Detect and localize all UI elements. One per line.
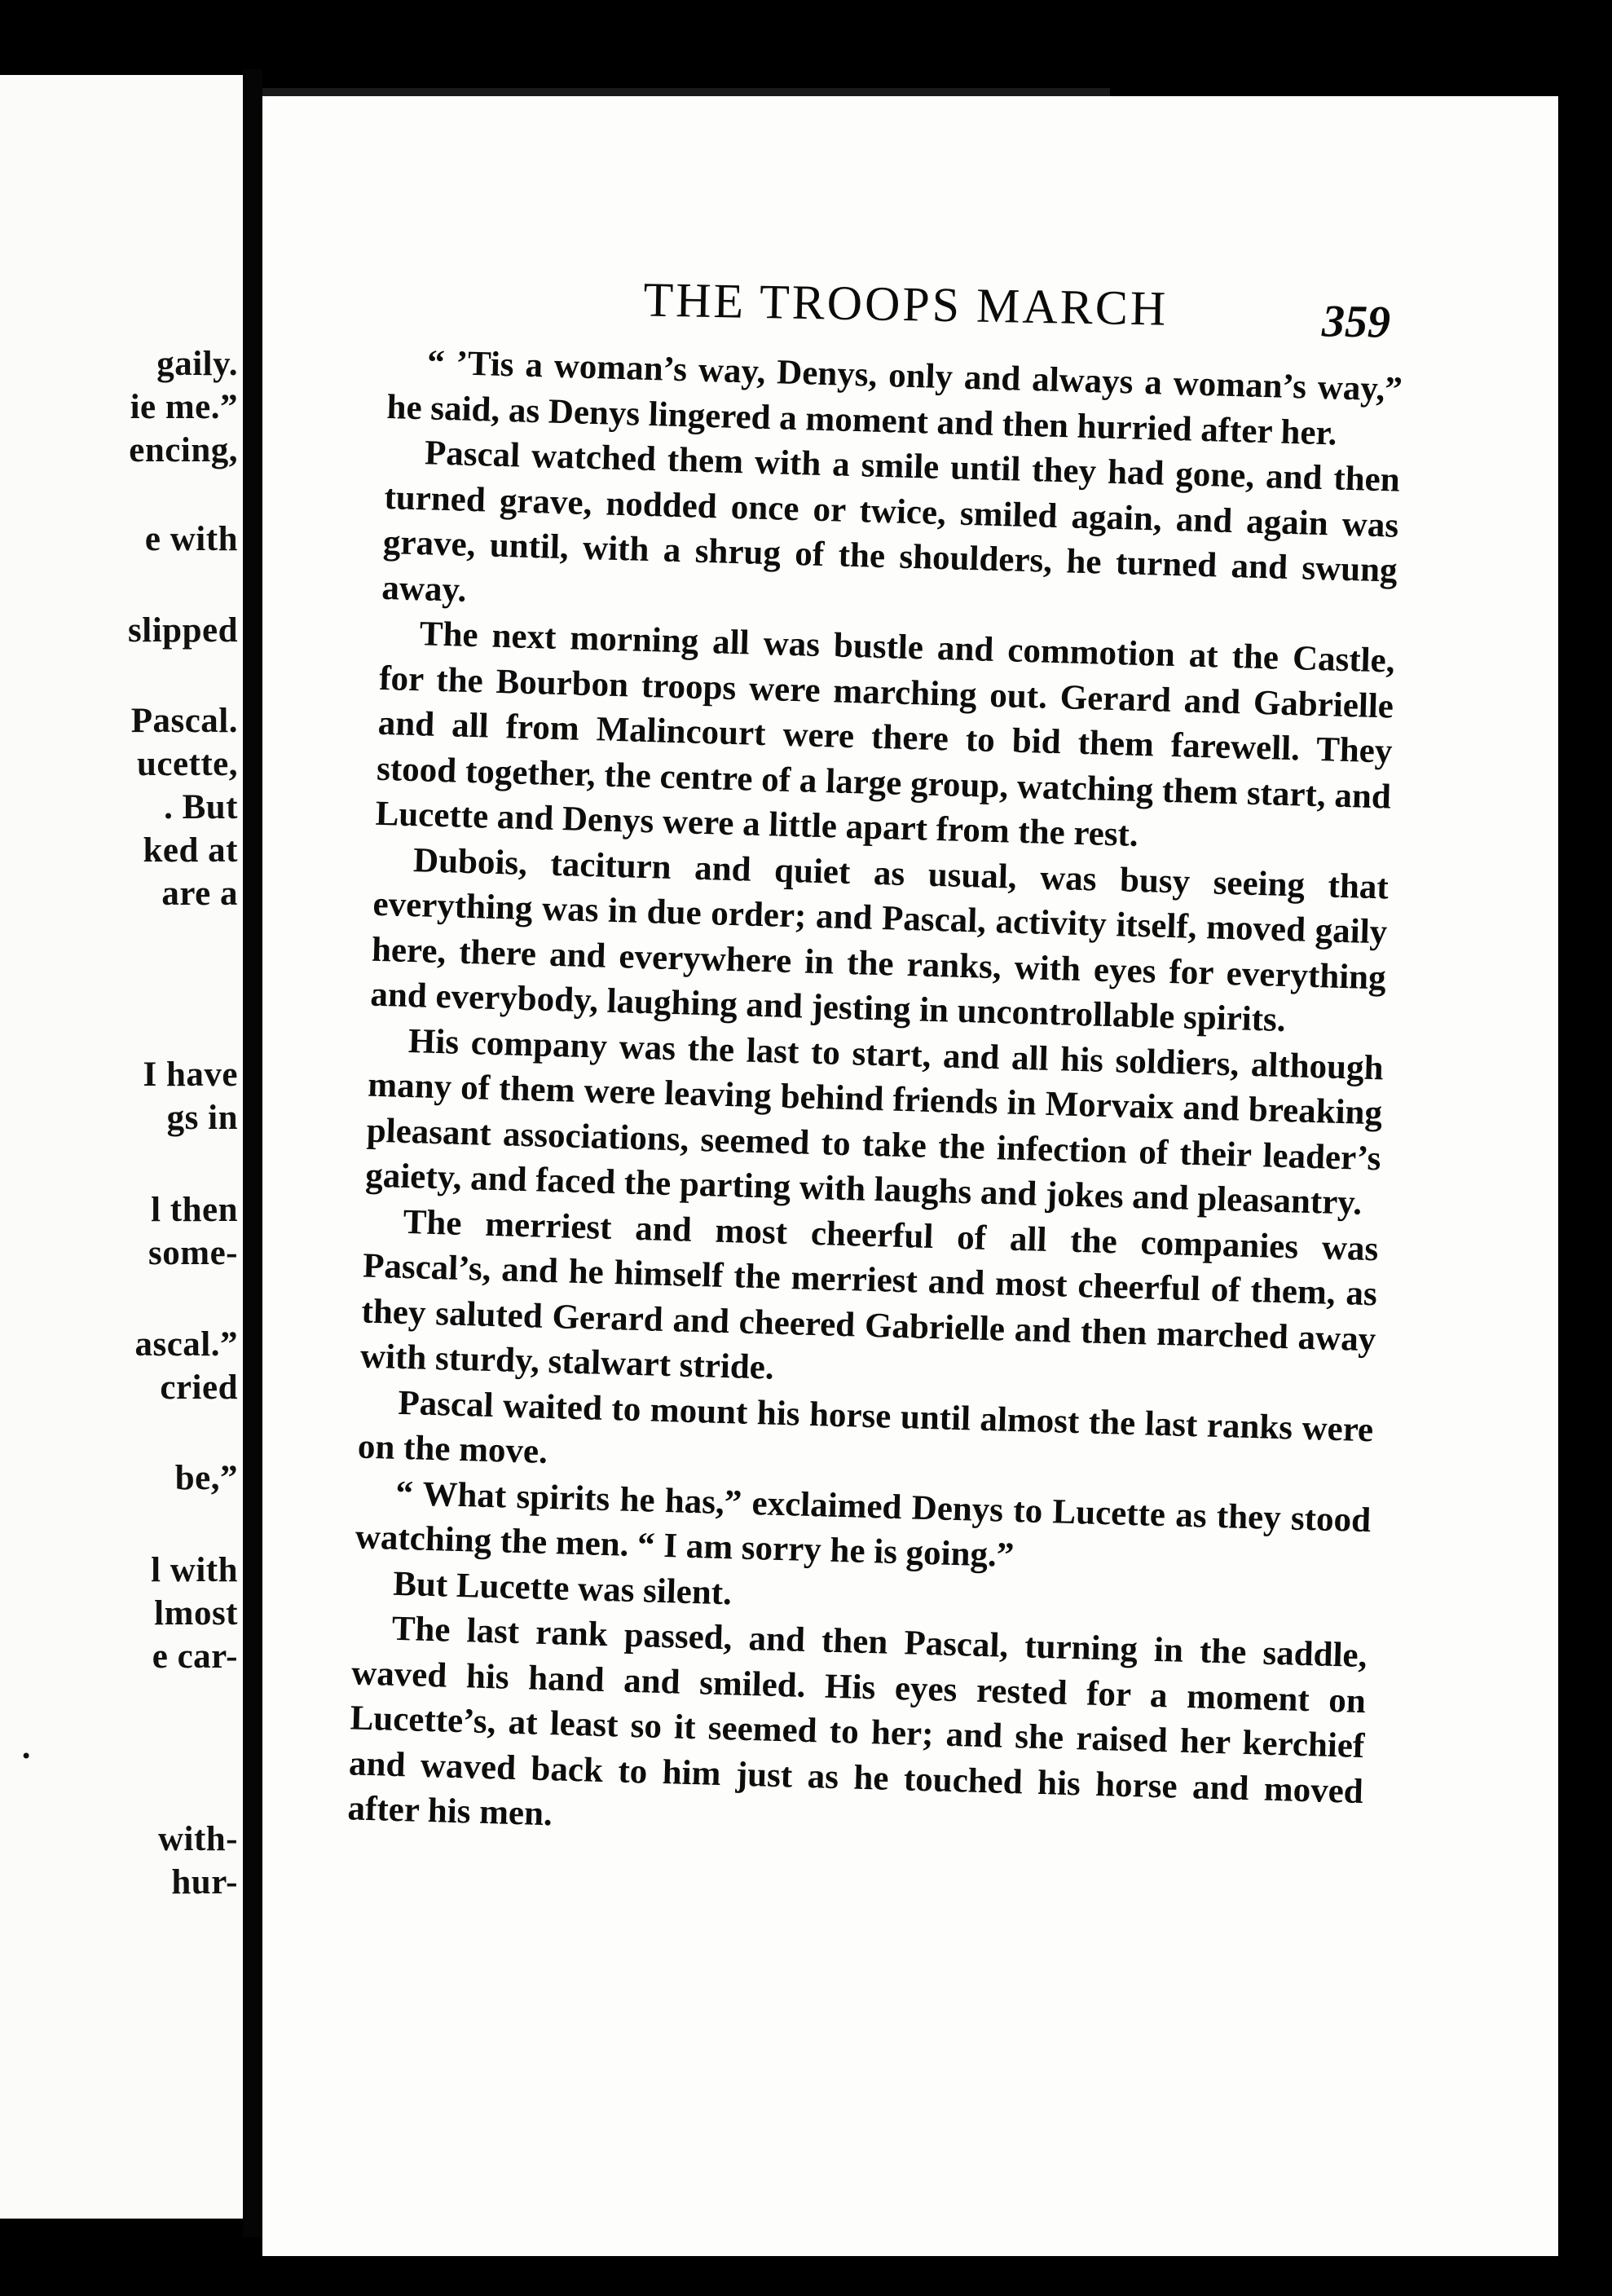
left-page-fragment: e with xyxy=(144,520,238,558)
paragraph: But Lucette was silent. xyxy=(392,1564,733,1612)
left-page-fragment: . xyxy=(21,1728,31,1766)
left-page-fragment: gaily. xyxy=(156,345,238,383)
running-head: THE TROOPS MARCH xyxy=(642,272,1169,336)
body-text xyxy=(347,339,1403,1860)
paragraph: The next morning all was bustle and commotion at the Castle, for the Bourbon troops were marching out. Gerard and Gabrielle and all from Malincourt were there to bid them farewell. They stood together, the centre of a large group, watching them start, and Lucette and Denys were a little apart from the rest. xyxy=(375,615,1396,854)
left-page-fragment: hur- xyxy=(171,1863,238,1902)
previous-page-edge xyxy=(0,75,243,2219)
paragraph: The last rank passed, and then Pascal, turning in the saddle, waved his hand and smiled. His eyes rested for a moment on Lucette’s, at least so it seemed to her; and she raised her kerchief and waved back to him just as he touched his horse and moved after his men. xyxy=(346,1609,1368,1834)
left-page-fragment: gs in xyxy=(166,1099,238,1137)
left-page-fragment: ascal.” xyxy=(134,1325,238,1364)
paragraph: His company was the last to start, and all his soldiers, although many of them were leaving behind friends in Morvaix and breaking pleasant associations, seemed to take the infection of their leader’s gaiety, and faced the parting with laughs and jokes and pleasantry. xyxy=(364,1021,1385,1223)
paragraph: Pascal waited to mount his horse until almost the last ranks were on the move. xyxy=(357,1383,1374,1471)
left-page-fragment: encing, xyxy=(129,431,238,469)
current-page xyxy=(262,96,1558,2256)
paragraph: Pascal watched them with a smile until they had gone, and then turned grave, nodded once or twice, smiled again, and again was grave, until, with a shrug of the shoulders, he turned and swung away. xyxy=(381,434,1401,610)
paragraph: “ What spirits he has,” exclaimed Denys to Lucette as they stood watching the men. “ I am sorry he is going.” xyxy=(355,1474,1372,1575)
page-number: 359 xyxy=(1321,296,1391,348)
left-page-fragment: I have xyxy=(143,1055,238,1094)
left-page-fragment: l with xyxy=(151,1551,238,1589)
left-page-fragment: . But xyxy=(164,788,238,826)
left-page-fragment: ie me.” xyxy=(130,388,238,426)
left-page-fragment: ked at xyxy=(143,831,238,870)
left-page-fragment: with- xyxy=(157,1820,238,1858)
paragraph: The merriest and most cheerful of all the companies was Pascal’s, and he himself the merriest and most cheerful of them, as they saluted Gerard and cheered Gabrielle and then marched away with sturdy, stalwart stride. xyxy=(359,1202,1379,1387)
paragraph: Dubois, taciturn and quiet as usual, was busy seeing that everything was in due order; and Pascal, activity itself, moved gaily here, there and everywhere in the ranks, with eyes for everything and everybody, laughing and jesting in uncontrollable spirits. xyxy=(369,840,1390,1040)
left-page-fragment: l then xyxy=(151,1191,238,1229)
left-page-fragment: cried xyxy=(160,1368,238,1407)
left-page-fragment: are a xyxy=(161,875,238,913)
left-page-fragment: e car- xyxy=(152,1637,238,1676)
left-page-fragment: lmost xyxy=(154,1594,238,1633)
left-page-fragment: slipped xyxy=(128,611,238,650)
book-spine-shadow xyxy=(243,69,262,2237)
left-page-fragment: some- xyxy=(148,1234,238,1272)
left-page-fragment: Pascal. xyxy=(130,702,238,740)
paragraph: “ ’Tis a woman’s way, Denys, only and always a woman’s way,” he said, as Denys lingered a moment and then hurried after her. xyxy=(386,343,1403,453)
left-page-fragment: ucette, xyxy=(136,745,238,783)
left-page-fragment: be,” xyxy=(174,1459,238,1497)
